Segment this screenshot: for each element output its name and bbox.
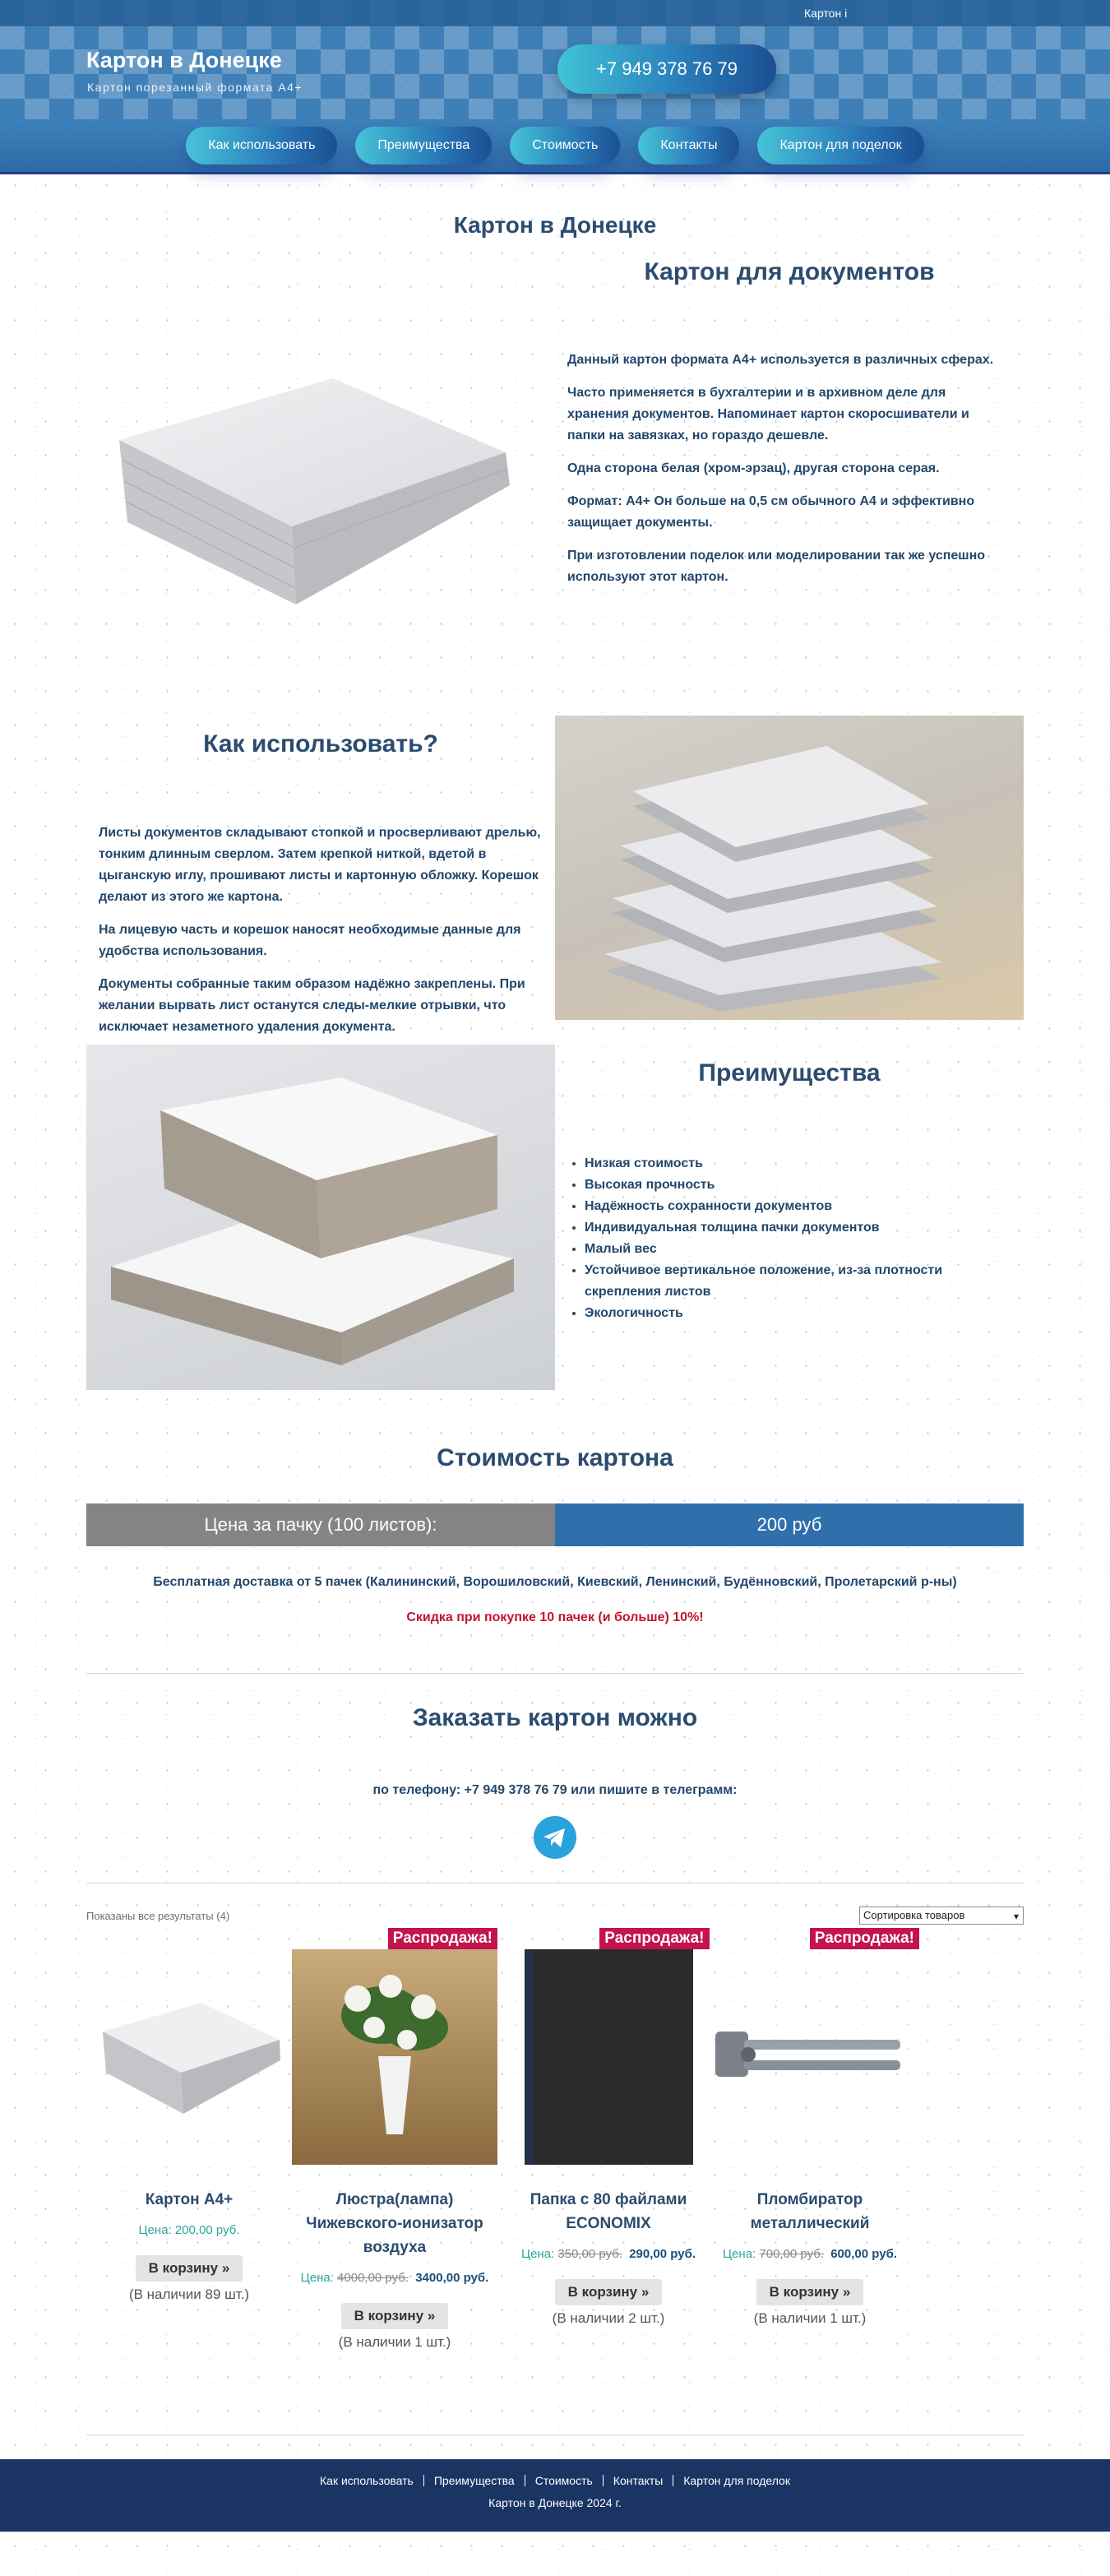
usage-paragraph: Листы документов складывают стопкой и просверливают дрелью, тонким длинным сверлом. Затем крепкой ниткой, вдетой в цыганскую иглу, прошивают листы и картонную обложку. Корешок делают из этого же картона. xyxy=(99,826,541,904)
footer-link-advantages[interactable]: Преимущества xyxy=(423,2475,525,2486)
docs-paragraph: При изготовлении поделок или моделировании так же успешно используют этот картон. xyxy=(567,549,986,584)
price-prefix: Цена: xyxy=(722,2247,756,2261)
two-packs-photo xyxy=(86,1045,555,1390)
results-count: Показаны все результаты (4) xyxy=(86,1910,230,1922)
nav-item-crafts[interactable]: Картон для поделок xyxy=(757,127,923,164)
product-price xyxy=(707,2247,913,2261)
product-price xyxy=(506,2247,711,2261)
stock-status: (В наличии 1 шт.) xyxy=(338,2334,451,2350)
price-prefix: Цена: xyxy=(138,2223,172,2237)
price-value: 200 руб xyxy=(555,1503,1024,1546)
current-price: 290,00 руб. xyxy=(629,2247,696,2261)
footer-link-usage[interactable]: Как использовать xyxy=(320,2474,414,2487)
product-image[interactable] xyxy=(95,1949,284,2165)
footer-link-price[interactable]: Стоимость xyxy=(525,2475,603,2486)
footer-link-contacts[interactable]: Контакты xyxy=(603,2475,673,2486)
phone-button[interactable]: +7 949 378 76 79 xyxy=(557,44,776,94)
sale-badge: Распродажа! xyxy=(810,1928,919,1949)
header-banner xyxy=(0,0,1110,119)
nav-item-usage[interactable]: Как использовать xyxy=(186,127,337,164)
old-price: 350,00 руб. xyxy=(557,2247,623,2261)
price-prefix: Цена: xyxy=(300,2271,334,2285)
product-image[interactable] xyxy=(292,1930,497,2165)
two-packs-image xyxy=(86,1045,555,1390)
advantage-item: • Индивидуальная толщина пачки документов xyxy=(585,1217,996,1239)
main-nav xyxy=(0,119,1110,174)
telegram-icon[interactable] xyxy=(534,1816,576,1859)
stacked-packs-image xyxy=(555,716,1024,1020)
nav-item-contacts[interactable]: Контакты xyxy=(638,127,739,164)
sort-select[interactable]: Сортировка товаров ▾ xyxy=(859,1907,1024,1925)
current-price: 3400,00 руб. xyxy=(415,2271,489,2285)
product-card xyxy=(707,1930,914,2327)
old-price: 700,00 руб. xyxy=(759,2247,825,2261)
order-section xyxy=(86,1686,1024,1892)
add-to-cart-button[interactable]: В корзину » xyxy=(341,2303,449,2329)
sale-badge: Распродажа! xyxy=(599,1928,709,1949)
shop-section xyxy=(86,1892,1024,2459)
usage-paragraph: Документы собранные таким образом надёжно закреплены. При желании вырвать лист останутся следы-мелкие отрывки, что исключает незаметного удаления документа. xyxy=(99,977,525,1034)
current-price: 600,00 руб. xyxy=(830,2247,898,2261)
advantages-section xyxy=(86,1045,1024,1390)
usage-title: Как использовать? xyxy=(203,730,438,758)
product-card xyxy=(86,1949,292,2303)
product-name[interactable]: Пломбиратор металлический xyxy=(750,2191,870,2232)
product-name[interactable]: Папка с 80 файлами ECONOMIX xyxy=(530,2191,687,2232)
advantages-list xyxy=(585,1153,996,1324)
product-card xyxy=(292,1930,497,2351)
page-title: Картон в Донецке xyxy=(453,212,657,238)
site-subtitle: Картон порезанный формата А4+ xyxy=(87,81,303,94)
price-title: Стоимость картона xyxy=(437,1444,673,1471)
advantages-title: Преимущества xyxy=(698,1059,881,1086)
docs-title: Картон для документов xyxy=(644,258,935,285)
add-to-cart-button[interactable]: В корзину » xyxy=(555,2279,663,2305)
product-price xyxy=(292,2271,497,2285)
add-to-cart-button[interactable]: В корзину » xyxy=(756,2279,864,2305)
usage-paragraph: На лицевую часть и корешок наносят необходимые данные для удобства использования. xyxy=(99,923,521,958)
advantage-item: • Экологичность xyxy=(585,1303,996,1324)
advantage-item: • Малый вес xyxy=(585,1239,996,1260)
top-strip xyxy=(0,0,1110,26)
product-image[interactable] xyxy=(525,1930,705,2165)
docs-paragraph: Формат: А4+ Он больше на 0,5 см обычного А4 и эффективно защищает документы. xyxy=(567,494,975,530)
price-prefix: Цена: xyxy=(520,2247,555,2261)
delivery-note: Бесплатная доставка от 5 пачек (Калининский, Ворошиловский, Киевский, Ленинский, Будённовский, Пролетарский р-ны) xyxy=(153,1575,957,1589)
stock-status: (В наличии 89 шт.) xyxy=(128,2286,250,2302)
site-footer xyxy=(0,2459,1110,2532)
product-name[interactable]: Люстра(лампа) Чижевского-ионизатор воздуха xyxy=(306,2191,483,2256)
docs-paragraph: Данный картон формата А4+ используется в различных сферах. xyxy=(567,353,994,367)
product-name[interactable]: Картон А4+ xyxy=(145,2191,234,2208)
advantage-item: • Высокая прочность xyxy=(585,1174,996,1196)
divider xyxy=(86,1673,1024,1674)
price-section xyxy=(86,1390,1024,1686)
sale-badge: Распродажа! xyxy=(388,1928,497,1949)
usage-section xyxy=(86,716,1024,1045)
stacked-packs-photo xyxy=(555,716,1024,1020)
nav-item-advantages[interactable]: Преимущества xyxy=(355,127,492,164)
advantage-item: • Надёжность сохранности документов xyxy=(585,1196,996,1217)
product-price xyxy=(86,2223,292,2237)
advantage-item: • Низкая стоимость xyxy=(585,1153,996,1174)
old-price: 4000,00 руб. xyxy=(337,2271,409,2285)
usage-text xyxy=(99,822,543,1049)
stock-status: (В наличии 2 шт.) xyxy=(552,2310,665,2326)
add-to-cart-button[interactable]: В корзину » xyxy=(136,2255,243,2282)
docs-text xyxy=(567,350,1003,600)
docs-paragraph: Одна сторона белая (хром-эрзац), другая сторона серая. xyxy=(567,461,940,475)
advantage-item: • Устойчивое вертикальное положение, из-за плотности скрепления листов xyxy=(585,1260,996,1303)
price-label: Цена за пачку (100 листов): xyxy=(86,1503,555,1546)
docs-section xyxy=(86,239,1024,716)
site-header xyxy=(0,0,1110,174)
price-table xyxy=(86,1503,1024,1546)
footer-nav xyxy=(0,2459,1110,2486)
docs-paragraph: Часто применяется в бухгалтерии и в архивном деле для хранения документов. Напоминает картон скоросшиватели и папки на завязках, но гораздо дешевле. xyxy=(567,386,969,442)
copyright: Картон в Донецке 2024 г. xyxy=(488,2496,622,2509)
current-price: 200,00 руб. xyxy=(174,2223,240,2237)
nav-item-price[interactable]: Стоимость xyxy=(510,127,620,164)
top-link[interactable]: Картон і xyxy=(804,7,848,20)
stock-status: (В наличии 1 шт.) xyxy=(753,2310,867,2326)
site-title[interactable]: Картон в Донецке xyxy=(86,48,282,72)
discount-note: Скидка при покупке 10 пачек (и больше) 10%! xyxy=(406,1610,704,1624)
order-text: по телефону: +7 949 378 76 79 или пишите в телеграмм: xyxy=(372,1783,738,1797)
footer-link-crafts[interactable]: Картон для поделок xyxy=(673,2475,800,2486)
product-card xyxy=(506,1930,711,2327)
cardboard-stack-image xyxy=(103,308,514,662)
product-image[interactable] xyxy=(707,1930,914,2165)
order-title: Заказать картон можно xyxy=(412,1704,698,1731)
